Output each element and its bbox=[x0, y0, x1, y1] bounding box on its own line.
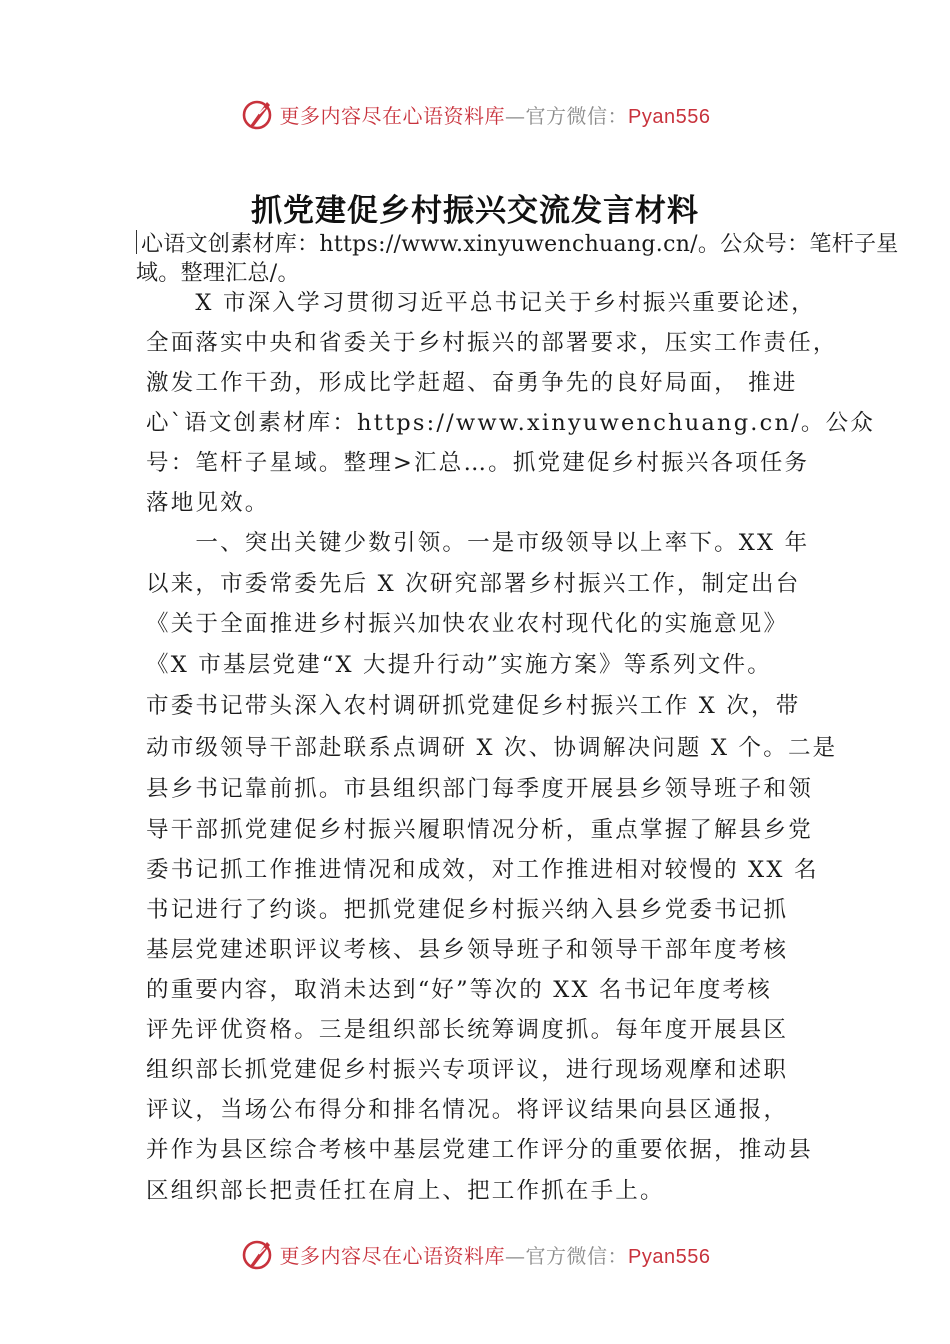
banner-text bbox=[280, 1240, 711, 1269]
body-line: 县乡书记靠前抓。市县组织部门每季度开展县乡领导班子和领 bbox=[146, 776, 813, 802]
body-line: 评先评优资格。三是组织部长统筹调度抓。每年度开展县区 bbox=[146, 1017, 789, 1043]
body-line: 并作为县区综合考核中基层党建工作评分的重要依据，推动县 bbox=[146, 1137, 813, 1163]
body-line: 落地见效。 bbox=[146, 490, 270, 516]
text-cursor bbox=[136, 230, 137, 254]
wechat-id: Pyan556 bbox=[628, 1245, 711, 1268]
body-line: 一、突出关键少数引领。一是市级领导以上率下。XX 年 bbox=[146, 530, 810, 556]
source-note-text: 心语文创素材库：https://www.xinyuwenchuang.cn/。公众号：笔杆子星域。整理汇总/。 bbox=[136, 232, 899, 286]
body-line: 《X 市基层党建“X 大提升行动”实施方案》等系列文件。 bbox=[146, 652, 772, 678]
body-line: 书记进行了约谈。把抓党建促乡村振兴纳入县乡党委书记抓 bbox=[146, 897, 789, 923]
header-watermark-banner bbox=[0, 94, 950, 134]
body-line: 基层党建述职评议考核、县乡领导班子和领导干部年度考核 bbox=[146, 937, 789, 963]
banner-text-part1: 更多内容尽在心语资料库 bbox=[279, 103, 506, 128]
wechat-id: Pyan556 bbox=[628, 105, 711, 128]
document-title: 抓党建促乡村振兴交流发言材料 bbox=[251, 193, 699, 229]
banner-text bbox=[280, 100, 711, 129]
banner-text-part2: —官方微信： bbox=[505, 103, 629, 128]
body-line: 《关于全面推进乡村振兴加快农业农村现代化的实施意见》 bbox=[146, 611, 789, 637]
body-line: 组织部长抓党建促乡村振兴专项评议，进行现场观摩和述职 bbox=[146, 1057, 789, 1083]
body-line: 号：笔杆子星域。整理>汇总…。抓党建促乡村振兴各项任务 bbox=[146, 450, 810, 476]
footer-watermark-banner bbox=[0, 1234, 950, 1274]
body-line: X 市深入学习贯彻习近平总书记关于乡村振兴重要论述， bbox=[146, 290, 816, 316]
body-line: 激发工作干劲，形成比学赶超、奋勇争先的良好局面， 推进 bbox=[146, 370, 798, 396]
banner-text-part1: 更多内容尽在心语资料库 bbox=[279, 1243, 506, 1268]
banner-text-part2: —官方微信： bbox=[505, 1243, 629, 1268]
source-note bbox=[136, 230, 926, 288]
body-line: 区组织部长把责任扛在肩上、把工作抓在手上。 bbox=[146, 1178, 665, 1204]
quill-pen-logo-icon bbox=[240, 1236, 276, 1272]
body-line: 评议，当场公布得分和排名情况。将评议结果向县区通报， bbox=[146, 1097, 789, 1123]
body-line: 的重要内容，取消未达到“好”等次的 XX 名书记年度考核 bbox=[146, 977, 772, 1003]
body-line: 导干部抓党建促乡村振兴履职情况分析，重点掌握了解县乡党 bbox=[146, 817, 813, 843]
body-line: 动市级领导干部赴联系点调研 X 次、协调解决问题 X 个。二是 bbox=[146, 735, 838, 761]
body-line: 心`语文创素材库：https://www.xinyuwenchuang.cn/。公众 bbox=[146, 410, 876, 436]
body-line: 市委书记带头深入农村调研抓党建促乡村振兴工作 X 次，带 bbox=[146, 693, 801, 719]
quill-pen-logo-icon bbox=[240, 96, 276, 132]
body-line: 委书记抓工作推进情况和成效，对工作推进相对较慢的 XX 名 bbox=[146, 857, 819, 883]
body-line: 全面落实中央和省委关于乡村振兴的部署要求，压实工作责任， bbox=[146, 330, 838, 356]
body-line: 以来，市委常委先后 X 次研究部署乡村振兴工作，制定出台 bbox=[146, 571, 801, 597]
